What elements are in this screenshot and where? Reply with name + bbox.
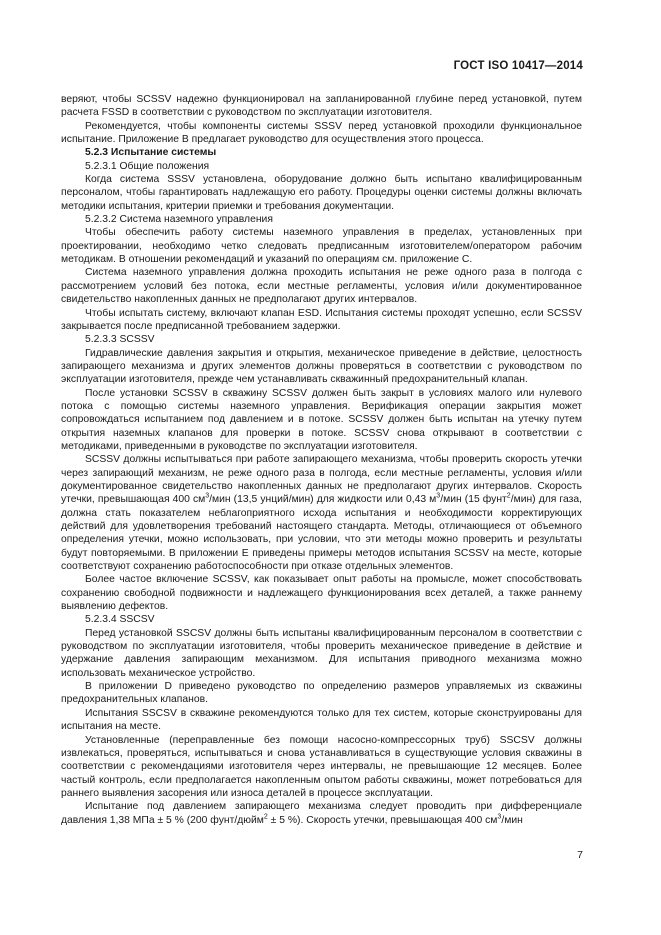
paragraph: Более частое включение SCSSV, как показывает опыт работы на промысле, может способствовать сохранению свободной подвижности и надлежащего функционирования всех деталей, а также раннему выявлению дефектов.	[61, 574, 582, 613]
text-run: /мин (13,5 унций/мин) для жидкости или 0,43 м	[209, 494, 437, 506]
paragraph: После установки SCSSV в скважину SCSSV должен быть закрыт в условиях малого или нулевого потока с помощью системы наземного управления. Верификация операции закрытия может сопровождаться испытанием под давлением и в потоке. SCSSV должен быть испытан на утечку путем открытия наземных клапанов для проверки в потоке. SCSSV снова открывают в соответствии с методиками, приведенными в руководстве по эксплуатации изготовителя.	[61, 387, 582, 452]
superscript: 3	[205, 492, 210, 500]
page-number: 7	[577, 849, 583, 861]
text-run: Испытание под давлением запирающего механизма следует проводить при дифференциале давления 1,38 МПа ± 5 % (200 фунт/дюйм	[61, 801, 582, 826]
superscript: 3	[497, 813, 502, 821]
subsection-heading-5-2-3-4: 5.2.3.4 SSCSV	[85, 614, 155, 626]
paragraph-leak-rate	[61, 453, 582, 573]
subsection-heading-5-2-3-2: 5.2.3.2 Система наземного управления	[85, 214, 273, 226]
paragraph: Установленные (переправленные без помощи насосно-компрессорных труб) SSCSV должны извлекаться, проверяться, испытываться и снова устанавливаться в существующие условия скважины в соответствии с рекомендациями изготовителя через интервалы, не превышающие 12 месяцев. Более частый контроль, если предполагается накопленным опытом работы скважины, может потребоваться для раннего выявления засорения или износа деталей в процессе эксплуатации.	[61, 734, 582, 799]
superscript: 2	[263, 813, 268, 821]
paragraph: Гидравлические давления закрытия и открытия, механическое приведение в действие, целостность запирающего механизма и других элементов должны проверяться в соответствии с руководством по эксплуатации изготовителя, прежде чем устанавливать скважинный предохранительный клапан.	[61, 347, 582, 386]
document-body	[61, 93, 582, 827]
paragraph: Перед установкой SSCSV должны быть испытаны квалифицированным персоналом в соответствии с руководством по эксплуатации изготовителя, чтобы проверить механическое приведение в действие и удержание давления запирающим механизмом. Для испытания приводного механизма можно использовать механическое устройство.	[61, 627, 582, 679]
paragraph: Когда система SSSV установлена, оборудование должно быть испытано квалифицированным персоналом, чтобы гарантировать надлежащую его работу. Процедуры оценки системы должны включать методики испытания, критерии приемки и требования документации.	[61, 174, 582, 212]
paragraph: Чтобы обеспечить работу системы наземного управления в пределах, установленных при проектировании, необходимо четко следовать предписанным изготовителем/оператором рабочим методикам. В отношении рекомендаций и указаний по операциям см. приложение С.	[61, 227, 582, 266]
subsection-heading-5-2-3-3: 5.2.3.3 SCSSV	[85, 334, 155, 346]
paragraph: В приложении D приведено руководство по определению размеров управляемых из скважины предохранительных клапанов.	[61, 681, 582, 706]
text-run: ± 5 %). Скорость утечки, превышающая 400 см	[267, 814, 498, 826]
paragraph: Рекомендуется, чтобы компоненты системы SSSV перед установкой проходили функциональное испытание. Приложение В предлагает руководство для осуществления этого процесса.	[61, 120, 582, 146]
document-header: ГОСТ ISO 10417—2014	[453, 60, 583, 72]
paragraph: Испытания SSCSV в скважине рекомендуются только для тех систем, которые сконструированы для испытания на месте.	[61, 707, 582, 733]
superscript: 3	[436, 492, 441, 500]
text-run: /мин	[501, 814, 523, 826]
paragraph: Чтобы испытать систему, включают клапан ESD. Испытания системы проходят успешно, если SCSSV закрывается после предписанной требованием задержки.	[61, 307, 582, 332]
paragraph: Система наземного управления должна проходить испытания не реже одного раза в полгода с рассмотрением условий без потока, если местные регламенты, условия и/или документированное свидетельство накопленных данных не предполагают других интервалов.	[61, 267, 582, 306]
text-run: /мин) для газа, должна стать показателем неблагоприятного исхода испытания и необходимости корректирующих действий для удовлетворения требований настоящего стандарта. Методы, отличающиеся от объемного определения утечки, можно использовать, при условии, что эти методы можно проверить и результаты будут повторяемыми. В приложении Е приведены примеры методов испытания SCSSV на месте, которые соответствуют сохранению работоспособности при отказе отдельных элементов.	[61, 494, 582, 573]
section-heading-5-2-3: 5.2.3 Испытание системы	[85, 147, 217, 159]
text-run: SCSSV должны испытываться при работе запирающего механизма, чтобы проверить скорость утечки через запирающий механизм, не реже одного раза в полгода, если местные регламенты, условия и/или документированное свидетельство накопленных данных не предполагают других интервалов. Скорость утечки, превышающая 400 см	[61, 454, 582, 506]
text-run: /мин (15 фунт	[440, 494, 507, 506]
paragraph: веряют, чтобы SCSSV надежно функционировал на запланированной глубине перед установкой, путем расчета FSSD в соответствии с руководством по эксплуатации изготовителя.	[61, 94, 582, 119]
paragraph-pressure-test	[61, 800, 582, 827]
subsection-heading-5-2-3-1: 5.2.3.1 Общие положения	[85, 160, 210, 172]
superscript: 2	[506, 492, 511, 500]
